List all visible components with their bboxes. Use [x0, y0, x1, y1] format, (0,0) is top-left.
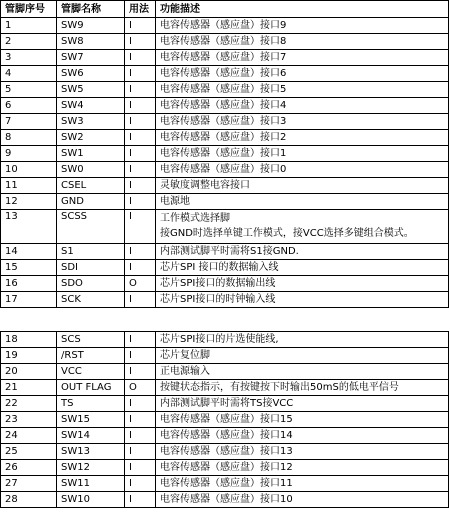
- pin-description-line: 工作模式选择脚: [160, 213, 230, 224]
- pin-number-cell: 22: [1, 396, 57, 412]
- pin-name-cell: SW15: [57, 412, 125, 428]
- pin-usage-cell: I: [125, 146, 156, 162]
- header-pin-number: 管脚序号: [1, 1, 57, 18]
- pin-name-cell: GND: [57, 194, 125, 210]
- pin-description-cell: 电容传感器（感应盘）接口15: [156, 412, 449, 428]
- pin-description-cell: 电容传感器（感应盘）接口2: [156, 130, 449, 146]
- pin-number-cell: 25: [1, 444, 57, 460]
- pin-description-cell: 电容传感器（感应盘）接口6: [156, 66, 449, 82]
- table-row: [1, 146, 449, 162]
- table-row: [1, 130, 449, 146]
- pin-description-cell: 芯片SPI 接口的数据输入线: [156, 260, 449, 276]
- pin-description-cell: 电容传感器（感应盘）接口1: [156, 146, 449, 162]
- pin-number-cell: 17: [1, 292, 57, 308]
- pin-usage-cell: I: [125, 476, 156, 492]
- pin-name-cell: SW12: [57, 460, 125, 476]
- pin-name-cell: SW10: [57, 492, 125, 508]
- pin-number-cell: 12: [1, 194, 57, 210]
- pin-usage-cell: I: [125, 396, 156, 412]
- pin-usage-cell: I: [125, 114, 156, 130]
- pin-name-cell: SW3: [57, 114, 125, 130]
- pin-name-cell: SW9: [57, 18, 125, 34]
- table-row: [1, 396, 449, 412]
- pin-description-cell: 电容传感器（感应盘）接口14: [156, 428, 449, 444]
- pin-name-cell: SW0: [57, 162, 125, 178]
- table-row: [1, 98, 449, 114]
- pin-number-cell: 3: [1, 50, 57, 66]
- pin-usage-cell: I: [125, 460, 156, 476]
- table-row: [1, 380, 449, 396]
- pin-name-cell: SW5: [57, 82, 125, 98]
- table-row: [1, 460, 449, 476]
- header-description: 功能描述: [156, 1, 449, 18]
- pin-description-cell: 正电源输入: [156, 364, 449, 380]
- pin-description-cell: 电容传感器（感应盘）接口9: [156, 18, 449, 34]
- pin-name-cell: TS: [57, 396, 125, 412]
- pin-description-cell: 灵敏度调整电容接口: [156, 178, 449, 194]
- pin-name-cell: OUT FLAG: [57, 380, 125, 396]
- table-gap: [0, 324, 450, 331]
- pin-usage-cell: O: [125, 380, 156, 396]
- pin-number-cell: 23: [1, 412, 57, 428]
- pin-number-cell: 6: [1, 98, 57, 114]
- pin-description-cell: 电容传感器（感应盘）接口7: [156, 50, 449, 66]
- pin-name-cell: SCK: [57, 292, 125, 308]
- pin-description-cell: 内部测试脚平时需将S1接GND.: [156, 244, 449, 260]
- pin-name-cell: SW7: [57, 50, 125, 66]
- pin-number-cell: 8: [1, 130, 57, 146]
- table-row: [1, 276, 449, 292]
- pin-description-cell: 芯片SPI接口的数据输出线: [156, 276, 449, 292]
- pin-number-cell: 21: [1, 380, 57, 396]
- table-row: [1, 66, 449, 82]
- table-row: [1, 476, 449, 492]
- header-usage: 用法: [125, 1, 156, 18]
- pin-number-cell: 20: [1, 364, 57, 380]
- header-row: [1, 1, 449, 18]
- pin-name-cell: SW13: [57, 444, 125, 460]
- pin-number-cell: 7: [1, 114, 57, 130]
- pin-usage-cell: I: [125, 178, 156, 194]
- table-row: [1, 210, 449, 244]
- pin-description-cell: 电容传感器（感应盘）接口11: [156, 476, 449, 492]
- pin-description-cell: 电容传感器（感应盘）接口12: [156, 460, 449, 476]
- pin-usage-cell: I: [125, 292, 156, 308]
- pin-number-cell: 15: [1, 260, 57, 276]
- pin-description-cell: [156, 210, 449, 244]
- pin-usage-cell: I: [125, 492, 156, 508]
- pin-number-cell: 18: [1, 332, 57, 348]
- pin-name-cell: SW4: [57, 98, 125, 114]
- table-row: [1, 492, 449, 508]
- pin-number-cell: 14: [1, 244, 57, 260]
- pin-description-cell: 芯片SPI接口的片选使能线,: [156, 332, 449, 348]
- pin-number-cell: 27: [1, 476, 57, 492]
- pin-number-cell: 4: [1, 66, 57, 82]
- pin-usage-cell: I: [125, 260, 156, 276]
- pin-name-cell: SW2: [57, 130, 125, 146]
- pin-number-cell: 13: [1, 210, 57, 244]
- pin-number-cell: 9: [1, 146, 57, 162]
- pin-name-cell: SDI: [57, 260, 125, 276]
- pin-number-cell: 11: [1, 178, 57, 194]
- pin-number-cell: 16: [1, 276, 57, 292]
- pin-number-cell: 1: [1, 18, 57, 34]
- table-row: [1, 50, 449, 66]
- pin-name-cell: SDO: [57, 276, 125, 292]
- pin-number-cell: 19: [1, 348, 57, 364]
- pin-name-cell: /RST: [57, 348, 125, 364]
- table-row: [1, 18, 449, 34]
- pin-name-cell: CSEL: [57, 178, 125, 194]
- pin-usage-cell: I: [125, 98, 156, 114]
- pin-usage-cell: I: [125, 412, 156, 428]
- pin-name-cell: SCSS: [57, 210, 125, 244]
- table-row: [1, 348, 449, 364]
- table-row: [1, 428, 449, 444]
- pin-description-cell: 内部测试脚平时需将TS接VCC: [156, 396, 449, 412]
- pin-number-cell: 10: [1, 162, 57, 178]
- pin-description-cell: 电容传感器（感应盘）接口5: [156, 82, 449, 98]
- pin-name-cell: VCC: [57, 364, 125, 380]
- pin-number-cell: 2: [1, 34, 57, 50]
- pin-usage-cell: I: [125, 428, 156, 444]
- pin-name-cell: SW11: [57, 476, 125, 492]
- header-pin-name: 管脚名称: [57, 1, 125, 18]
- pin-usage-cell: I: [125, 332, 156, 348]
- pin-number-cell: 24: [1, 428, 57, 444]
- table-row: [1, 244, 449, 260]
- table-row: [1, 114, 449, 130]
- pin-description-cell: 电容传感器（感应盘）接口13: [156, 444, 449, 460]
- pin-usage-cell: I: [125, 244, 156, 260]
- table-row: [1, 412, 449, 428]
- table-row: [1, 194, 449, 210]
- pin-usage-cell: O: [125, 276, 156, 292]
- pin-usage-cell: I: [125, 210, 156, 244]
- table-row: [1, 34, 449, 50]
- pin-usage-cell: I: [125, 50, 156, 66]
- pin-description-cell: 电容传感器（感应盘）接口4: [156, 98, 449, 114]
- pin-usage-cell: I: [125, 66, 156, 82]
- pin-name-cell: S1: [57, 244, 125, 260]
- pin-usage-cell: I: [125, 34, 156, 50]
- table-row: [1, 178, 449, 194]
- pin-usage-cell: I: [125, 194, 156, 210]
- pin-usage-cell: I: [125, 162, 156, 178]
- table-row: [1, 260, 449, 276]
- pin-description-cell: 电容传感器（感应盘）接口8: [156, 34, 449, 50]
- pin-description-cell: 电源地: [156, 194, 449, 210]
- pin-usage-cell: I: [125, 82, 156, 98]
- pin-name-cell: SW1: [57, 146, 125, 162]
- pin-name-cell: SW14: [57, 428, 125, 444]
- pin-name-cell: SW8: [57, 34, 125, 50]
- table-row: [1, 82, 449, 98]
- pin-description-cell: 芯片SPI接口的时钟输入线: [156, 292, 449, 308]
- pin-description-cell: 电容传感器（感应盘）接口3: [156, 114, 449, 130]
- pin-name-cell: SW6: [57, 66, 125, 82]
- pin-table-bottom: [0, 331, 449, 508]
- pin-usage-cell: I: [125, 364, 156, 380]
- table-row: [1, 292, 449, 308]
- pin-usage-cell: I: [125, 130, 156, 146]
- pin-description-line: 接GND时选择单键工作模式，接VCC选择多键组合模式。: [160, 228, 414, 239]
- table-row: [1, 444, 449, 460]
- pin-name-cell: SCS: [57, 332, 125, 348]
- pin-description-cell: 按键状态指示，有按键按下时输出50mS的低电平信号: [156, 380, 449, 396]
- pin-usage-cell: I: [125, 18, 156, 34]
- pin-description-cell: 电容传感器（感应盘）接口10: [156, 492, 449, 508]
- table-row: [1, 162, 449, 178]
- pin-number-cell: 26: [1, 460, 57, 476]
- pin-number-cell: 5: [1, 82, 57, 98]
- table-row: [1, 364, 449, 380]
- table-row: [1, 332, 449, 348]
- pin-usage-cell: I: [125, 444, 156, 460]
- pin-usage-cell: I: [125, 348, 156, 364]
- pin-description-cell: 芯片复位脚: [156, 348, 449, 364]
- pin-number-cell: 28: [1, 492, 57, 508]
- pin-description-cell: 电容传感器（感应盘）接口0: [156, 162, 449, 178]
